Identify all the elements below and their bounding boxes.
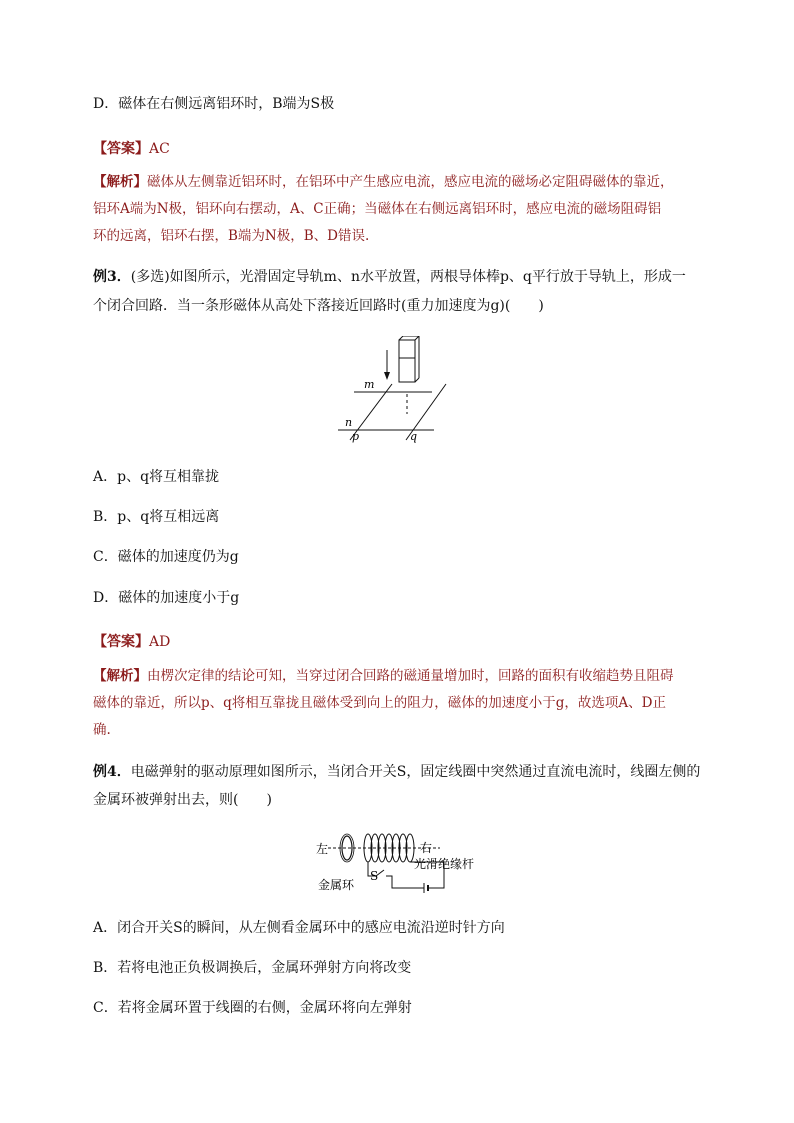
q2-answer xyxy=(93,139,170,159)
label-ring: 金属环 xyxy=(318,878,355,892)
q2-analysis-line-3: 环的远离，铝环右摆，B端为N极，B、D错误. xyxy=(93,228,370,244)
q2-answer-label: 【答案】 xyxy=(93,141,149,157)
q2-analysis-line-2: 铝环A端为N极，铝环向右摆动，A、C正确；当磁体在右侧远离铝环时，感应电流的磁场阻碍铝 xyxy=(93,201,662,217)
label-p: p xyxy=(352,430,360,443)
q3-option-b: B．p、q将互相远离 xyxy=(93,509,220,525)
q4-option-b: B．若将电池正负极调换后，金属环弹射方向将改变 xyxy=(93,960,412,976)
q3-answer xyxy=(93,632,170,652)
q2-option-d: D．磁体在右侧远离铝环时，B端为S极 xyxy=(93,96,335,112)
down-arrow-icon xyxy=(384,350,390,380)
label-rod: 光滑绝缘杆 xyxy=(414,857,475,871)
bar-magnet xyxy=(399,336,419,382)
q3-stem-line-1: 例3．(多选)如图所示，光滑固定导轨m、n水平放置，两根导体棒p、q平行放于导轨上，形成一 xyxy=(93,269,686,285)
q4-coil-figure xyxy=(316,830,502,894)
label-switch: S xyxy=(370,869,379,883)
q4-option-a: A．闭合开关S的瞬间，从左侧看金属环中的感应电流沿逆时针方向 xyxy=(93,920,505,936)
q4-option-c: C．若将金属环置于线圈的右侧，金属环将向左弹射 xyxy=(93,1000,412,1016)
q4-stem-line-1: 例4．电磁弹射的驱动原理如图所示，当闭合开关S，固定线圈中突然通过直流电流时，线圈左侧的 xyxy=(93,764,701,780)
q3-label: 例3． xyxy=(93,269,131,285)
q3-analysis-label: 【解析】 xyxy=(93,668,147,684)
label-left: 左 xyxy=(316,842,329,856)
q3-option-d: D．磁体的加速度小于g xyxy=(93,590,240,606)
q2-answer-value: AC xyxy=(149,141,170,157)
q3-analysis-line-3: 确. xyxy=(93,722,111,738)
q3-option-c: C．磁体的加速度仍为g xyxy=(93,549,239,565)
q3-answer-label: 【答案】 xyxy=(93,634,149,650)
q4-label: 例4． xyxy=(93,764,131,780)
label-n: n xyxy=(345,416,353,429)
q3-stem-line-2: 个闭合回路．当一条形磁体从高处下落接近回路时(重力加速度为g)( ) xyxy=(93,298,544,314)
q3-rail-magnet-figure xyxy=(330,336,465,444)
q4-stem-line-2: 金属环被弹射出去，则( ) xyxy=(93,792,272,808)
q3-option-a: A．p、q将互相靠拢 xyxy=(93,469,220,485)
label-q: q xyxy=(410,430,418,443)
q3-answer-value: AD xyxy=(149,634,171,650)
q3-analysis-line-2: 磁体的靠近，所以p、q将相互靠拢且磁体受到向上的阻力，磁体的加速度小于g，故选项A、D正 xyxy=(93,695,666,711)
q2-analysis-line-1: 【解析】磁体从左侧靠近铝环时，在铝环中产生感应电流，感应电流的磁场必定阻碍磁体的靠近， xyxy=(93,174,674,190)
label-right: 右 xyxy=(420,841,433,855)
q3-analysis-line-1: 【解析】由楞次定律的结论可知，当穿过闭合回路的磁通量增加时，回路的面积有收缩趋势且阻碍 xyxy=(93,668,674,684)
q2-analysis-label: 【解析】 xyxy=(93,174,147,190)
label-m: m xyxy=(364,378,375,391)
